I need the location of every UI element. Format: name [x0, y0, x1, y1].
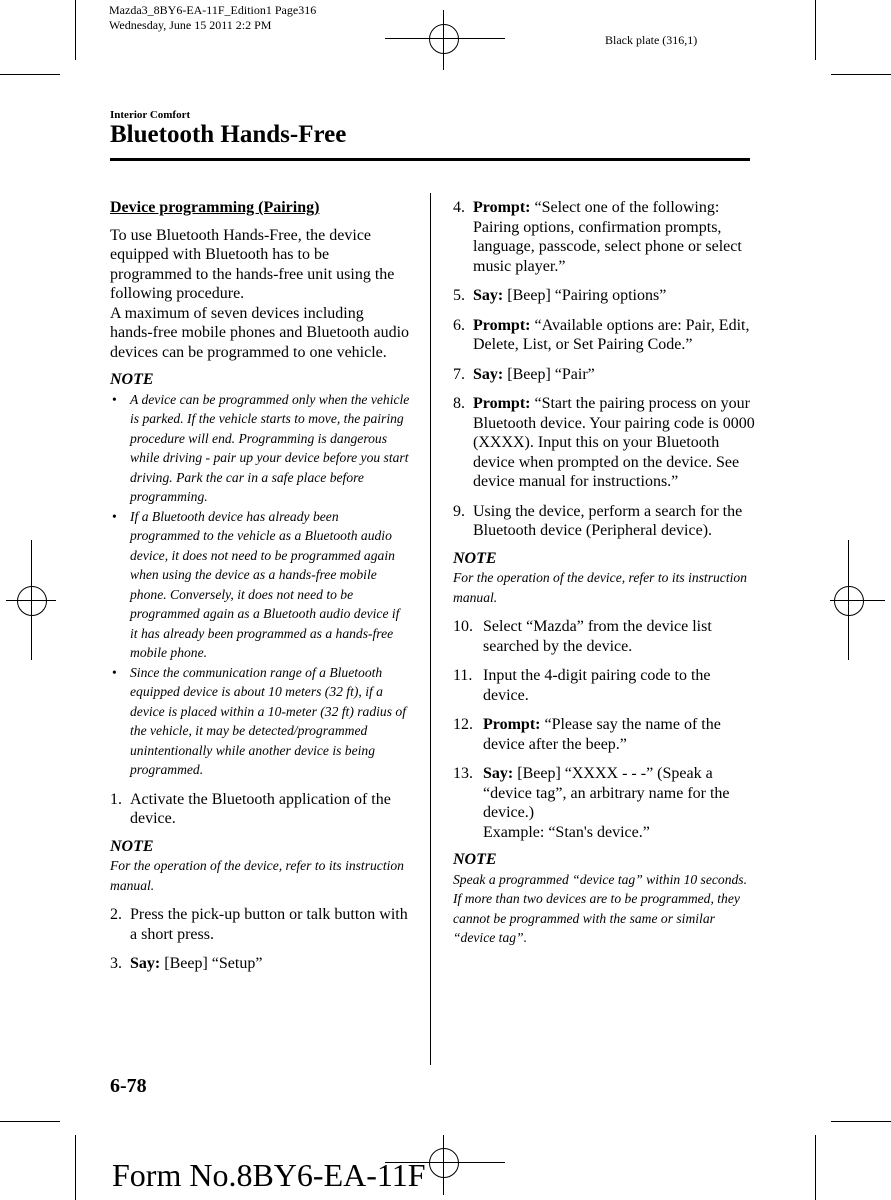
- step-number: 1.: [110, 790, 122, 808]
- step-number: 13.: [453, 765, 473, 782]
- step-item: [453, 764, 758, 842]
- step-example: Example: “Stan's device.”: [483, 823, 650, 841]
- step-number: 2.: [110, 906, 122, 923]
- page-title: Bluetooth Hands-Free: [110, 121, 347, 148]
- note-text: For the operation of the device, refer to its instruction manual.: [453, 570, 747, 605]
- step-text: Input the 4-digit pairing code to the device.: [483, 667, 711, 704]
- step-item: [453, 502, 758, 541]
- step-text: Press the pick-up button or talk button with a short press.: [130, 906, 408, 943]
- step-number: 12.: [453, 716, 473, 733]
- note-block: [110, 390, 410, 780]
- step-item: [110, 954, 410, 974]
- plate-label: Black plate (316,1): [605, 33, 698, 47]
- form-number: Form No.8BY6-EA-11F: [112, 1157, 426, 1193]
- step-text: “Available options are: Pair, Edit, Delete, List, or Set Pairing Code.”: [473, 316, 750, 353]
- step-key: Say:: [130, 955, 161, 972]
- steps-list-left-2: [110, 905, 410, 974]
- step-number: 11.: [453, 667, 473, 684]
- step-text: “Start the pairing process on your Bluetooth device. Your pairing code is 0000 (XXXX). Input this on your Bluetooth device when prompted on the device. See device manual for instructions.”: [473, 395, 755, 490]
- step-item: [453, 316, 758, 355]
- step-item: [453, 198, 758, 276]
- step-key: Say:: [473, 365, 504, 383]
- step-text: [Beep] “Pair”: [503, 365, 595, 383]
- slug-line-1: Mazda3_8BY6-EA-11F_Edition1 Page316: [109, 3, 317, 17]
- step-item: [453, 365, 758, 385]
- left-column: [110, 198, 410, 974]
- step-item: [110, 790, 410, 829]
- steps-list-right: [453, 198, 758, 541]
- steps-list-left: [110, 790, 410, 829]
- step-text: [Beep] “Pairing options”: [503, 287, 667, 304]
- column-divider: [430, 193, 431, 1065]
- note-text: For the operation of the device, refer to its instruction manual.: [110, 858, 404, 893]
- step-item: [453, 617, 758, 656]
- step-number: 5.: [453, 287, 465, 304]
- intro-paragraph: To use Bluetooth Hands-Free, the device equipped with Bluetooth has to be programmed to the hands-free unit using the following procedure.: [110, 226, 395, 302]
- step-key: Prompt:: [473, 395, 531, 412]
- step-number: 4.: [453, 199, 465, 216]
- section-subheading: Device programming (Pairing): [110, 199, 320, 216]
- step-number: 3.: [110, 955, 122, 972]
- title-rule: [110, 158, 750, 161]
- step-text: [Beep] “Setup”: [160, 955, 263, 972]
- step-number: 7.: [453, 365, 465, 383]
- step-key: Prompt:: [473, 316, 531, 334]
- step-key: Say:: [473, 287, 504, 304]
- step-number: 9.: [453, 502, 465, 520]
- note-text-2: If more than two devices are to be programmed, they cannot be programmed with the same or similar “device tag”.: [453, 891, 740, 945]
- note-heading: NOTE: [110, 371, 154, 388]
- right-column: [453, 188, 758, 948]
- page-number: 6-78: [110, 1075, 147, 1097]
- step-text: “Select one of the following: Pairing options, confirmation prompts, language, passcode, select phone or select music player.”: [473, 199, 742, 275]
- note-text: Speak a programmed “device tag” within 10 seconds.: [453, 871, 747, 887]
- slug-line-2: Wednesday, June 15 2011 2:2 PM: [109, 18, 272, 32]
- note-heading: NOTE: [453, 549, 497, 567]
- step-item: [453, 715, 758, 754]
- step-key: Prompt:: [473, 199, 531, 216]
- print-slug: [109, 3, 316, 33]
- step-text: Select “Mazda” from the device list searched by the device.: [483, 618, 712, 655]
- note-bullet: • A device can be programmed only when the vehicle is parked. If the vehicle starts to move, the pairing procedure will end. Programming is dangerous while driving - pair up your device before you start driving. Park the car in a safe place before programming.: [130, 390, 410, 507]
- step-key: Say:: [483, 765, 514, 782]
- note-heading: NOTE: [110, 837, 154, 855]
- steps-list-right-2: [453, 617, 758, 842]
- step-item: [453, 286, 758, 306]
- note-bullet: • If a Bluetooth device has already been programmed to the vehicle as a Bluetooth audio device, it does not need to be programmed again when using the device as a hands-free mobile phone. Conversely, it does not need to be programmed again as a Bluetooth audio device if it has already been programmed as a hands-free mobile phone.: [130, 507, 410, 663]
- step-item: [453, 666, 758, 705]
- step-number: 8.: [453, 395, 465, 412]
- step-text: Activate the Bluetooth application of the device.: [130, 790, 391, 827]
- intro-paragraph-2: A maximum of seven devices including hands-free mobile phones and Bluetooth audio devices can be programmed to one vehicle.: [110, 304, 410, 361]
- step-number: 6.: [453, 316, 465, 334]
- step-text: Using the device, perform a search for the Bluetooth device (Peripheral device).: [473, 502, 743, 539]
- step-text: “Please say the name of the device after the beep.”: [483, 716, 721, 753]
- step-item: [110, 905, 410, 944]
- note-heading: NOTE: [453, 851, 497, 868]
- step-item: [453, 394, 758, 492]
- note-bullet: • Since the communication range of a Bluetooth equipped device is about 10 meters (32 ft), if a device is placed within a 10-meter (32 ft) radius of the vehicle, it may be detected/programmed unintentionally while another device is being programmed.: [130, 663, 410, 780]
- step-text: [Beep] “XXXX - - -” (Speak a “device tag”, an arbitrary name for the device.): [483, 765, 730, 821]
- section-label: Interior Comfort: [110, 109, 191, 121]
- step-number: 10.: [453, 618, 473, 635]
- step-key: Prompt:: [483, 716, 541, 733]
